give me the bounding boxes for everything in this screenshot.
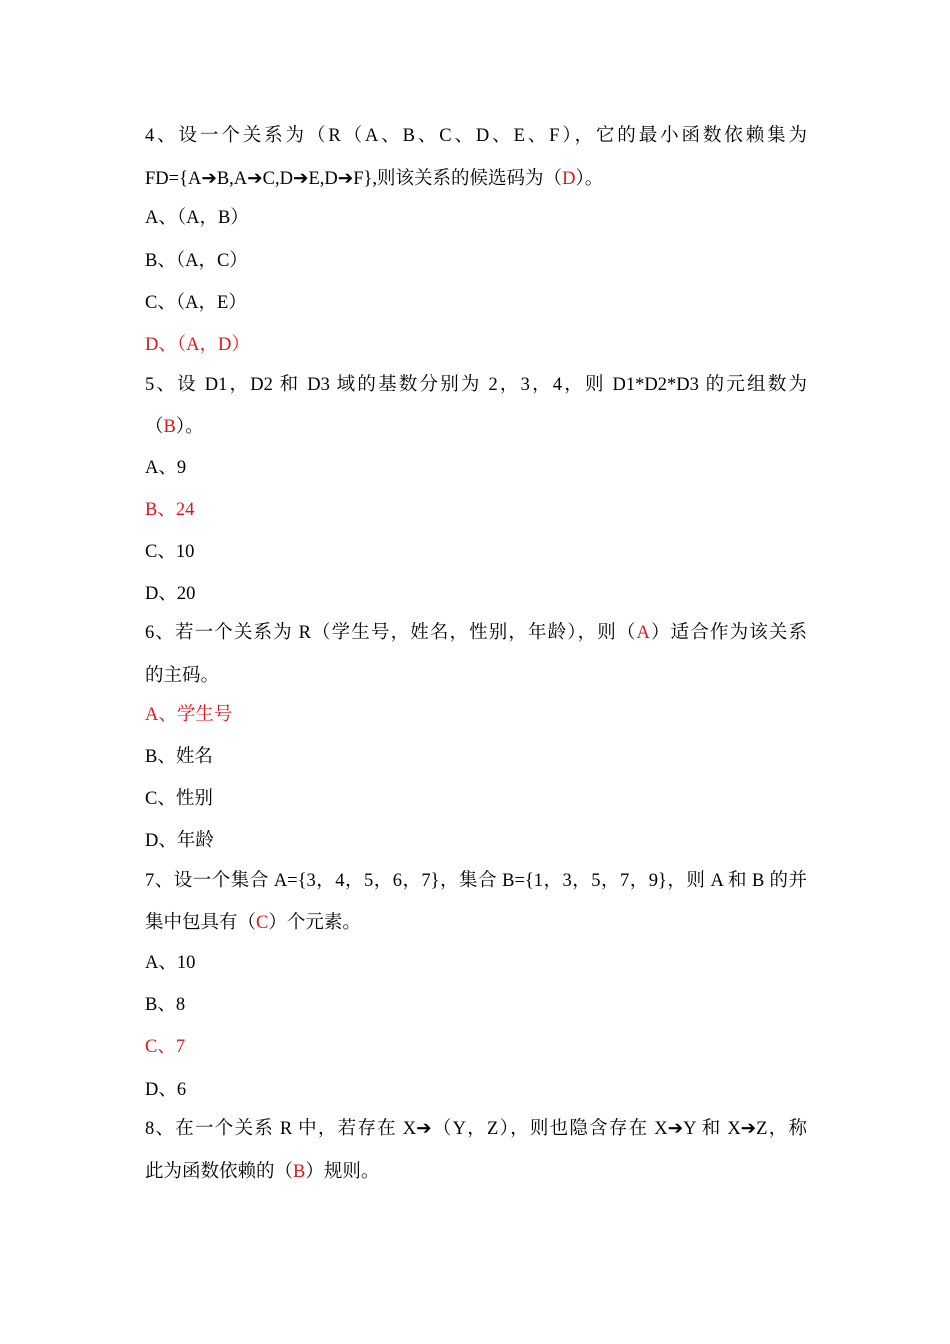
question-7-stem-line-1: 7、设一个集合 A={3，4，5，6，7}，集合 B={1，3，5，7，9}，则 A 和 B 的并 (145, 871, 807, 891)
question-7-option-b: B、8 (145, 995, 186, 1015)
question-7-option-d: D、6 (145, 1080, 187, 1100)
question-6-stem-line-1 (145, 621, 807, 645)
question-4-option-d: D、（A，D） (145, 335, 250, 355)
question-5-answer: B (163, 417, 176, 437)
question-5-stem-line-1: 5、设 D1，D2 和 D3 域的基数分别为 2，3，4，则 D1*D2*D3 的元组数为 (145, 375, 807, 395)
question-6-option-d: D、年龄 (145, 831, 214, 851)
question-8-stem-text: 此为函数依赖的（ (145, 1162, 294, 1182)
question-4-stem-line-2 (145, 167, 807, 191)
question-4-option-a: A、（A，B） (145, 208, 249, 228)
question-6-option-c: C、性别 (145, 789, 213, 809)
question-4-stem-end: ）。 (575, 169, 604, 189)
question-7-option-c: C、7 (145, 1037, 186, 1057)
question-4-stem-line-1: 4、设一个关系为（R（A、B、C、D、E、F），它的最小函数依赖集为 (145, 126, 807, 146)
question-7-stem-end: ）个元素。 (268, 913, 361, 933)
question-6-stem-text: 6、若一个关系为 R（学生号，姓名，性别，年龄），则（ (145, 623, 637, 643)
question-8-stem-end: ）规则。 (305, 1162, 380, 1182)
question-8-stem-line-1: 8、在一个关系 R 中，若存在 X➔（Y，Z），则也隐含存在 X➔Y 和 X➔Z，称 (145, 1119, 807, 1139)
question-8-answer: B (293, 1162, 306, 1182)
question-7-stem-text: 集中包具有（ (145, 913, 257, 933)
question-7-option-a: A、10 (145, 953, 196, 973)
question-5-option-d: D、20 (145, 584, 196, 604)
question-5-option-c: C、10 (145, 542, 195, 562)
question-6-stem-line-2: 的主码。 (145, 666, 220, 686)
question-5-option-a: A、9 (145, 458, 187, 478)
question-5-stem-text: （ (145, 417, 164, 437)
question-7-stem-line-2 (145, 911, 807, 935)
question-4-option-b: B、（A，C） (145, 251, 248, 271)
question-4-answer: D (562, 169, 576, 189)
question-6-option-b: B、姓名 (145, 747, 213, 767)
question-6-answer: A (636, 623, 650, 643)
question-6-option-a: A、学生号 (145, 705, 233, 725)
question-7-answer: C (256, 913, 269, 933)
question-5-option-b: B、24 (145, 500, 195, 520)
question-4-stem-text: FD={A➔B,A➔C,D➔E,D➔F},则该关系的候选码为（ (145, 169, 563, 189)
question-5-stem-line-2 (145, 415, 807, 439)
question-5-stem-end: ）。 (175, 417, 204, 437)
question-8-stem-line-2 (145, 1160, 807, 1184)
question-4-option-c: C、（A，E） (145, 293, 247, 313)
question-6-stem-rest: ）适合作为该关系 (649, 623, 807, 643)
